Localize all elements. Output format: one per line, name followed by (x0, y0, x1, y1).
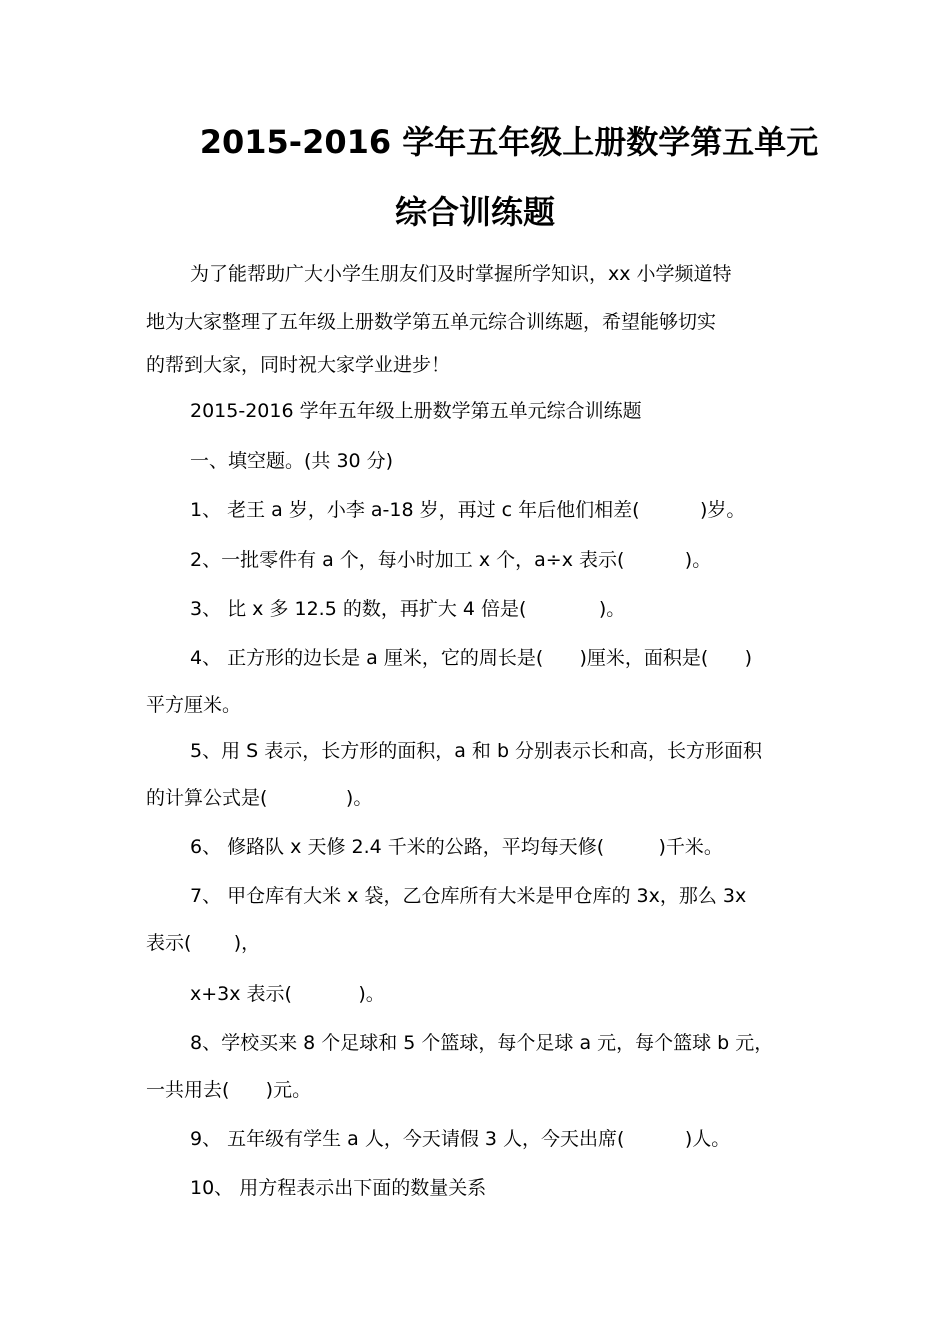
question-6: 6、 修路队 x 天修 2.4 千米的公路，平均每天修( )千米。 (190, 836, 723, 858)
question-2: 2、一批零件有 a 个，每小时加工 x 个，a÷x 表示( )。 (190, 549, 712, 571)
question-7-line-3: x+3x 表示( )。 (190, 983, 385, 1005)
question-3: 3、 比 x 多 12.5 的数，再扩大 4 倍是( )。 (190, 598, 626, 620)
question-1: 1、 老王 a 岁，小李 a-18 岁，再过 c 年后他们相差( )岁。 (190, 499, 746, 521)
question-7-line-1: 7、 甲仓库有大米 x 袋，乙仓库所有大米是甲仓库的 3x，那么 3x (190, 885, 747, 907)
question-5-line-1: 5、用 S 表示，长方形的面积，a 和 b 分别表示长和高，长方形面积 (190, 740, 763, 762)
intro-line-2: 地为大家整理了五年级上册数学第五单元综合训练题，希望能够切实 (146, 311, 717, 333)
document-title-line2: 综合训练题 (394, 193, 555, 231)
question-9: 9、 五年级有学生 a 人，今天请假 3 人，今天出席( )人。 (190, 1128, 731, 1150)
question-8-line-1: 8、学校买来 8 个足球和 5 个篮球，每个足球 a 元，每个篮球 b 元， (190, 1032, 774, 1054)
question-4-line-2: 平方厘米。 (146, 694, 242, 716)
question-7-line-2: 表示( )， (146, 932, 261, 954)
question-10: 10、 用方程表示出下面的数量关系 (190, 1177, 487, 1199)
intro-line-3: 的帮到大家，同时祝大家学业进步！ (146, 354, 451, 376)
document-subtitle: 2015-2016 学年五年级上册数学第五单元综合训练题 (190, 400, 642, 422)
question-8-line-2: 一共用去( )元。 (146, 1079, 312, 1101)
intro-line-1: 为了能帮助广大小学生朋友们及时掌握所学知识，xx 小学频道特 (190, 263, 732, 285)
section-heading: 一、填空题。(共 30 分) (190, 450, 394, 472)
question-5-line-2: 的计算公式是( )。 (146, 787, 373, 809)
document-title-line1: 2015-2016 学年五年级上册数学第五单元 (199, 123, 819, 161)
question-4-line-1: 4、 正方形的边长是 a 厘米，它的周长是( )厘米，面积是( ) (190, 647, 752, 669)
